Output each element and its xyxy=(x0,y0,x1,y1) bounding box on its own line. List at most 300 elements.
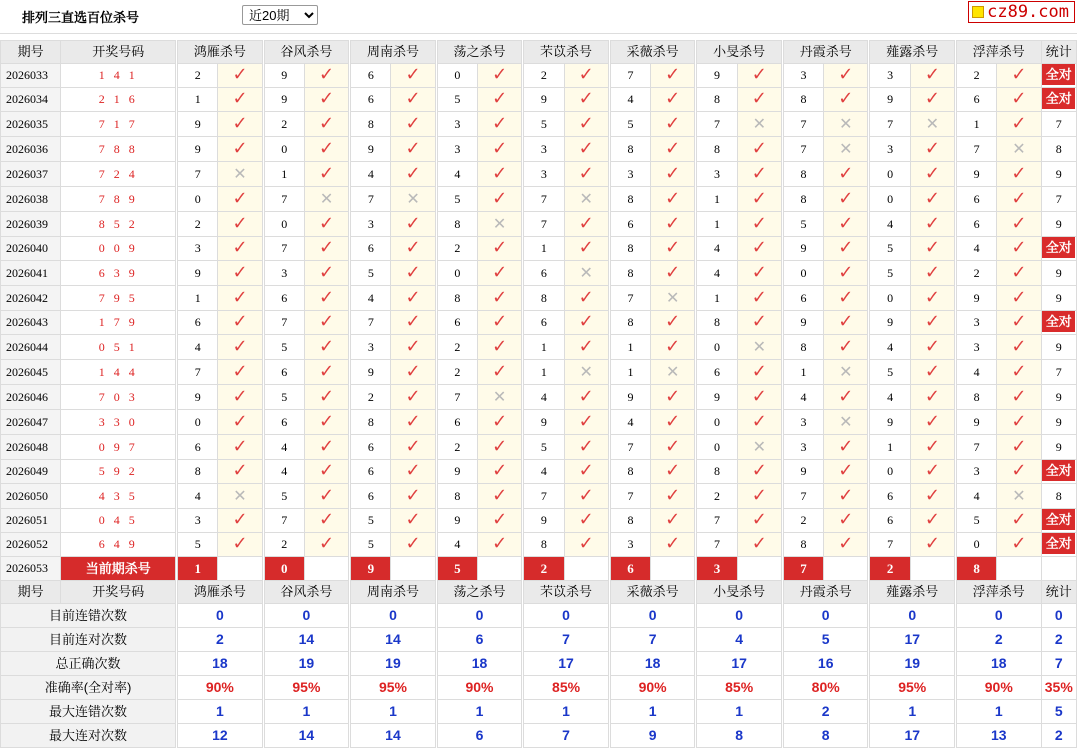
header-expert-8[interactable]: 薤露杀号 xyxy=(870,581,955,604)
period-select[interactable] xyxy=(242,5,318,25)
summary-value: 0 xyxy=(697,604,782,628)
result-cell xyxy=(477,212,521,237)
result-cell xyxy=(997,533,1041,557)
result-cell xyxy=(997,484,1041,509)
kill-number-cell: 4 xyxy=(437,162,477,187)
kill-number-cell: 8 xyxy=(957,385,997,410)
kill-number-cell: 5 xyxy=(783,212,823,237)
result-cell xyxy=(910,237,954,261)
result-cell xyxy=(824,187,868,212)
kill-number-cell: 6 xyxy=(437,311,477,335)
check-icon: ✓ xyxy=(232,460,248,481)
check-icon: ✓ xyxy=(1011,286,1027,308)
cross-icon: ✕ xyxy=(666,362,680,381)
summary-value: 90% xyxy=(437,676,522,700)
kill-number-cell: 1 xyxy=(264,162,304,187)
check-icon: ✓ xyxy=(492,286,508,308)
header-issue: 期号 xyxy=(1,581,61,604)
current-issue-cell: 2026053 xyxy=(1,557,61,581)
check-icon: ✓ xyxy=(232,137,248,159)
kill-number-cell: 3 xyxy=(957,311,997,335)
check-icon: ✓ xyxy=(665,88,681,109)
header-expert-2[interactable]: 周南杀号 xyxy=(351,581,436,604)
winning-number-cell: 7 9 5 xyxy=(61,286,176,311)
result-cell xyxy=(651,286,695,311)
summary-value: 0 xyxy=(957,604,1042,628)
kill-number-cell: 7 xyxy=(610,484,650,509)
kill-number-cell: 8 xyxy=(610,237,650,261)
result-cell xyxy=(304,187,348,212)
winning-number-cell: 4 3 5 xyxy=(61,484,176,509)
table-row xyxy=(1,286,1077,311)
table-row xyxy=(1,533,1077,557)
result-cell xyxy=(737,460,781,484)
result-cell xyxy=(737,360,781,385)
all-correct-badge: 全对 xyxy=(1042,460,1075,481)
check-icon: ✓ xyxy=(492,533,508,554)
result-cell xyxy=(997,212,1041,237)
result-cell xyxy=(737,237,781,261)
check-icon: ✓ xyxy=(924,484,940,506)
result-cell xyxy=(910,484,954,509)
cross-icon: ✕ xyxy=(666,288,680,307)
result-cell xyxy=(651,385,695,410)
result-cell xyxy=(737,187,781,212)
result-cell xyxy=(910,335,954,360)
result-cell xyxy=(824,311,868,335)
site-logo[interactable] xyxy=(968,1,1075,23)
result-cell xyxy=(737,435,781,460)
header-expert-1[interactable]: 谷风杀号 xyxy=(264,41,349,64)
result-cell xyxy=(997,64,1041,88)
kill-number-cell: 6 xyxy=(870,484,910,509)
current-empty-cell xyxy=(997,557,1041,581)
result-cell xyxy=(910,311,954,335)
check-icon: ✓ xyxy=(838,88,854,109)
check-icon: ✓ xyxy=(405,162,421,184)
header-expert-2[interactable]: 周南杀号 xyxy=(351,41,436,64)
kill-number-cell: 3 xyxy=(870,137,910,162)
check-icon: ✓ xyxy=(492,484,508,506)
current-kill-number: 2 xyxy=(524,557,564,581)
check-icon: ✓ xyxy=(318,112,335,134)
header-expert-9[interactable]: 浮萍杀号 xyxy=(957,41,1042,64)
kill-number-cell: 1 xyxy=(610,360,650,385)
check-icon: ✓ xyxy=(492,162,508,184)
kill-number-cell: 0 xyxy=(437,64,477,88)
check-icon: ✓ xyxy=(1011,509,1027,530)
check-icon: ✓ xyxy=(492,460,508,481)
result-cell xyxy=(651,162,695,187)
summary-value: 19 xyxy=(351,652,436,676)
header-expert-6[interactable]: 小旻杀号 xyxy=(697,581,782,604)
summary-value: 17 xyxy=(870,628,955,652)
kill-number-cell: 1 xyxy=(697,212,737,237)
check-icon: ✓ xyxy=(405,509,421,530)
check-icon: ✓ xyxy=(924,435,940,457)
kill-number-cell: 1 xyxy=(697,187,737,212)
summary-value: 1 xyxy=(264,700,349,724)
summary-value: 9 xyxy=(610,724,695,748)
header-expert-8[interactable]: 薤露杀号 xyxy=(870,41,955,64)
check-icon: ✓ xyxy=(405,533,421,554)
result-cell xyxy=(391,533,435,557)
top-bar xyxy=(0,0,1077,34)
result-cell xyxy=(218,64,262,88)
summary-value: 18 xyxy=(437,652,522,676)
cross-icon: ✕ xyxy=(839,412,853,431)
result-cell xyxy=(304,435,348,460)
summary-value: 2 xyxy=(957,628,1042,652)
check-icon: ✓ xyxy=(318,311,335,332)
cross-icon: ✕ xyxy=(579,362,593,381)
logo-text: cz89.com xyxy=(987,2,1069,22)
result-cell xyxy=(997,460,1041,484)
kill-number-cell: 4 xyxy=(351,286,391,311)
kill-number-cell: 2 xyxy=(437,435,477,460)
kill-number-cell: 3 xyxy=(351,212,391,237)
header-expert-4[interactable]: 芣苡杀号 xyxy=(524,41,609,64)
kill-number-cell: 7 xyxy=(697,533,737,557)
kill-number-cell: 6 xyxy=(351,88,391,112)
check-icon: ✓ xyxy=(405,410,421,432)
table-row xyxy=(1,64,1077,88)
kill-number-cell: 0 xyxy=(697,410,737,435)
check-icon: ✓ xyxy=(665,112,681,134)
result-cell xyxy=(910,64,954,88)
check-icon: ✓ xyxy=(578,137,594,159)
check-icon: ✓ xyxy=(751,385,767,407)
header-expert-0[interactable]: 鸿雁杀号 xyxy=(178,581,263,604)
summary-stats: 2 xyxy=(1041,724,1076,748)
summary-label: 总正确次数 xyxy=(1,652,176,676)
result-cell xyxy=(304,410,348,435)
all-correct-badge: 全对 xyxy=(1042,237,1075,258)
kill-number-cell: 2 xyxy=(178,212,218,237)
kill-number-cell: 6 xyxy=(783,286,823,311)
current-empty-cell xyxy=(477,557,521,581)
result-cell xyxy=(304,88,348,112)
header-expert-1[interactable]: 谷风杀号 xyxy=(264,581,349,604)
kill-number-cell: 0 xyxy=(870,187,910,212)
check-icon: ✓ xyxy=(924,286,940,308)
check-icon: ✓ xyxy=(1011,360,1027,382)
result-cell xyxy=(304,286,348,311)
check-icon: ✓ xyxy=(665,410,681,432)
kill-number-cell: 9 xyxy=(783,460,823,484)
kill-number-cell: 9 xyxy=(178,385,218,410)
result-cell xyxy=(824,112,868,137)
kill-number-cell: 6 xyxy=(264,286,304,311)
summary-value: 90% xyxy=(610,676,695,700)
result-cell xyxy=(304,335,348,360)
check-icon: ✓ xyxy=(405,435,421,457)
stats-cell: 7 xyxy=(1041,360,1076,385)
summary-label: 准确率(全对率) xyxy=(1,676,176,700)
summary-stats: 5 xyxy=(1041,700,1076,724)
kill-number-cell: 4 xyxy=(957,484,997,509)
all-correct-badge: 全对 xyxy=(1042,533,1075,554)
kill-number-cell: 9 xyxy=(178,261,218,286)
winning-number-cell: 1 4 4 xyxy=(61,360,176,385)
kill-number-cell: 5 xyxy=(264,335,304,360)
summary-value: 8 xyxy=(697,724,782,748)
winning-number-cell: 2 1 6 xyxy=(61,88,176,112)
result-cell xyxy=(218,311,262,335)
header-expert-7[interactable]: 丹霞杀号 xyxy=(783,581,868,604)
check-icon: ✓ xyxy=(751,88,767,109)
kill-number-cell: 3 xyxy=(783,64,823,88)
result-cell xyxy=(997,311,1041,335)
issue-cell: 2026047 xyxy=(1,410,61,435)
current-empty-cell xyxy=(564,557,608,581)
kill-number-cell: 9 xyxy=(610,385,650,410)
result-cell xyxy=(651,187,695,212)
result-cell xyxy=(737,137,781,162)
check-icon: ✓ xyxy=(318,64,335,85)
result-cell xyxy=(304,261,348,286)
check-icon: ✓ xyxy=(1011,435,1027,457)
summary-value: 14 xyxy=(351,724,436,748)
kill-number-cell: 4 xyxy=(178,335,218,360)
result-cell xyxy=(910,88,954,112)
current-kill-number: 2 xyxy=(870,557,910,581)
result-cell xyxy=(391,335,435,360)
kill-number-cell: 1 xyxy=(697,286,737,311)
current-row xyxy=(1,557,1077,581)
check-icon: ✓ xyxy=(665,137,681,159)
check-icon: ✓ xyxy=(492,237,508,258)
issue-cell: 2026051 xyxy=(1,509,61,533)
current-empty-cell xyxy=(391,557,435,581)
winning-number-cell: 7 0 3 xyxy=(61,385,176,410)
result-cell xyxy=(477,360,521,385)
result-cell xyxy=(737,112,781,137)
result-cell xyxy=(651,112,695,137)
check-icon: ✓ xyxy=(232,237,248,258)
result-cell xyxy=(564,509,608,533)
result-cell xyxy=(651,460,695,484)
check-icon: ✓ xyxy=(405,261,421,283)
check-icon: ✓ xyxy=(838,509,854,530)
result-cell xyxy=(737,484,781,509)
kill-number-cell: 2 xyxy=(178,64,218,88)
kill-number-cell: 4 xyxy=(178,484,218,509)
result-cell xyxy=(651,435,695,460)
header-expert-7[interactable]: 丹霞杀号 xyxy=(783,41,868,64)
stats-cell: 9 xyxy=(1041,435,1076,460)
issue-cell: 2026038 xyxy=(1,187,61,212)
table-row xyxy=(1,410,1077,435)
table-row xyxy=(1,187,1077,212)
result-cell xyxy=(737,64,781,88)
table-row xyxy=(1,237,1077,261)
kill-number-cell: 0 xyxy=(697,335,737,360)
result-cell xyxy=(218,112,262,137)
result-cell xyxy=(477,533,521,557)
check-icon: ✓ xyxy=(838,187,854,209)
result-cell xyxy=(737,410,781,435)
result-cell xyxy=(910,385,954,410)
summary-label: 最大连对次数 xyxy=(1,724,176,748)
header-expert-9[interactable]: 浮萍杀号 xyxy=(957,581,1042,604)
summary-value: 0 xyxy=(610,604,695,628)
check-icon: ✓ xyxy=(1011,187,1027,209)
kill-number-cell: 3 xyxy=(783,410,823,435)
check-icon: ✓ xyxy=(838,335,854,357)
kill-number-cell: 9 xyxy=(524,88,564,112)
check-icon: ✓ xyxy=(492,187,508,209)
cross-icon: ✕ xyxy=(839,139,853,158)
header-expert-6[interactable]: 小旻杀号 xyxy=(697,41,782,64)
current-empty-cell xyxy=(737,557,781,581)
page-title: 排列三直选百位杀号 xyxy=(22,10,140,25)
check-icon: ✓ xyxy=(924,237,940,258)
summary-value: 0 xyxy=(870,604,955,628)
kill-number-cell: 7 xyxy=(610,435,650,460)
result-cell xyxy=(477,64,521,88)
result-cell xyxy=(910,410,954,435)
check-icon: ✓ xyxy=(751,212,767,234)
kill-number-cell: 9 xyxy=(524,509,564,533)
kill-number-cell: 7 xyxy=(351,311,391,335)
result-cell xyxy=(737,261,781,286)
stats-cell: 7 xyxy=(1041,112,1076,137)
result-cell xyxy=(477,286,521,311)
summary-value: 18 xyxy=(610,652,695,676)
check-icon: ✓ xyxy=(492,410,508,432)
header-expert-3[interactable]: 荡之杀号 xyxy=(437,41,522,64)
kill-number-cell: 4 xyxy=(870,212,910,237)
check-icon: ✓ xyxy=(838,533,854,554)
kill-number-cell: 6 xyxy=(437,410,477,435)
check-icon: ✓ xyxy=(578,533,594,554)
header-row xyxy=(1,581,1077,604)
kill-number-cell: 8 xyxy=(610,187,650,212)
current-stats-cell xyxy=(1041,557,1076,581)
check-icon: ✓ xyxy=(924,311,940,332)
kill-number-cell: 8 xyxy=(783,533,823,557)
result-cell xyxy=(304,162,348,187)
stats-cell xyxy=(1041,311,1076,335)
result-cell xyxy=(391,64,435,88)
summary-stats: 0 xyxy=(1041,604,1076,628)
kill-number-cell: 3 xyxy=(524,137,564,162)
check-icon: ✓ xyxy=(924,64,940,85)
summary-row xyxy=(1,676,1077,700)
check-icon: ✓ xyxy=(578,162,594,184)
kill-number-cell: 6 xyxy=(351,484,391,509)
winning-number-cell: 7 1 7 xyxy=(61,112,176,137)
result-cell xyxy=(824,286,868,311)
result-cell xyxy=(477,311,521,335)
issue-cell: 2026050 xyxy=(1,484,61,509)
result-cell xyxy=(218,88,262,112)
check-icon: ✓ xyxy=(751,187,767,209)
check-icon: ✓ xyxy=(665,212,681,234)
result-cell xyxy=(218,261,262,286)
summary-stats: 7 xyxy=(1041,652,1076,676)
result-cell xyxy=(218,286,262,311)
check-icon: ✓ xyxy=(751,261,767,283)
kill-number-cell: 8 xyxy=(783,162,823,187)
result-cell xyxy=(997,187,1041,212)
check-icon: ✓ xyxy=(665,533,681,554)
winning-number-cell: 3 3 0 xyxy=(61,410,176,435)
header-expert-4[interactable]: 芣苡杀号 xyxy=(524,581,609,604)
kill-number-cell: 6 xyxy=(697,360,737,385)
check-icon: ✓ xyxy=(924,335,940,357)
summary-value: 16 xyxy=(783,652,868,676)
kill-number-cell: 4 xyxy=(264,435,304,460)
winning-number-cell: 1 7 9 xyxy=(61,311,176,335)
result-cell xyxy=(997,509,1041,533)
summary-value: 19 xyxy=(264,652,349,676)
cross-icon: ✕ xyxy=(1012,486,1026,505)
summary-value: 14 xyxy=(264,724,349,748)
result-cell xyxy=(391,435,435,460)
result-cell xyxy=(391,385,435,410)
result-cell xyxy=(910,460,954,484)
table-row xyxy=(1,88,1077,112)
kill-number-cell: 8 xyxy=(437,212,477,237)
check-icon: ✓ xyxy=(405,286,421,308)
result-cell xyxy=(564,410,608,435)
kill-number-cell: 2 xyxy=(351,385,391,410)
result-cell xyxy=(391,88,435,112)
result-cell xyxy=(737,509,781,533)
check-icon: ✓ xyxy=(405,311,421,332)
header-expert-5[interactable]: 采薇杀号 xyxy=(610,581,695,604)
stats-cell xyxy=(1041,509,1076,533)
result-cell xyxy=(824,88,868,112)
check-icon: ✓ xyxy=(1011,533,1027,554)
result-cell xyxy=(910,435,954,460)
kill-number-cell: 5 xyxy=(870,237,910,261)
header-expert-5[interactable]: 采薇杀号 xyxy=(610,41,695,64)
winning-number-cell: 7 8 8 xyxy=(61,137,176,162)
check-icon: ✓ xyxy=(405,335,421,357)
kill-number-cell: 7 xyxy=(178,162,218,187)
table-row xyxy=(1,137,1077,162)
winning-number-cell: 6 3 9 xyxy=(61,261,176,286)
check-icon: ✓ xyxy=(405,385,421,407)
check-icon: ✓ xyxy=(492,335,508,357)
check-icon: ✓ xyxy=(838,460,854,481)
result-cell xyxy=(737,311,781,335)
result-cell xyxy=(391,212,435,237)
kill-number-cell: 9 xyxy=(783,237,823,261)
result-cell xyxy=(824,484,868,509)
header-expert-0[interactable]: 鸿雁杀号 xyxy=(178,41,263,64)
header-expert-3[interactable]: 荡之杀号 xyxy=(437,581,522,604)
result-cell xyxy=(824,162,868,187)
header-stats: 统计 xyxy=(1041,41,1076,64)
current-kill-number: 7 xyxy=(783,557,823,581)
kill-number-cell: 7 xyxy=(697,509,737,533)
kill-number-cell: 3 xyxy=(610,533,650,557)
check-icon: ✓ xyxy=(318,335,335,357)
check-icon: ✓ xyxy=(751,460,767,481)
current-kill-number: 8 xyxy=(957,557,997,581)
result-cell xyxy=(824,460,868,484)
check-icon: ✓ xyxy=(838,162,854,184)
result-cell xyxy=(564,137,608,162)
result-cell xyxy=(651,261,695,286)
check-icon: ✓ xyxy=(318,212,335,234)
kill-number-cell: 3 xyxy=(697,162,737,187)
result-cell xyxy=(564,385,608,410)
